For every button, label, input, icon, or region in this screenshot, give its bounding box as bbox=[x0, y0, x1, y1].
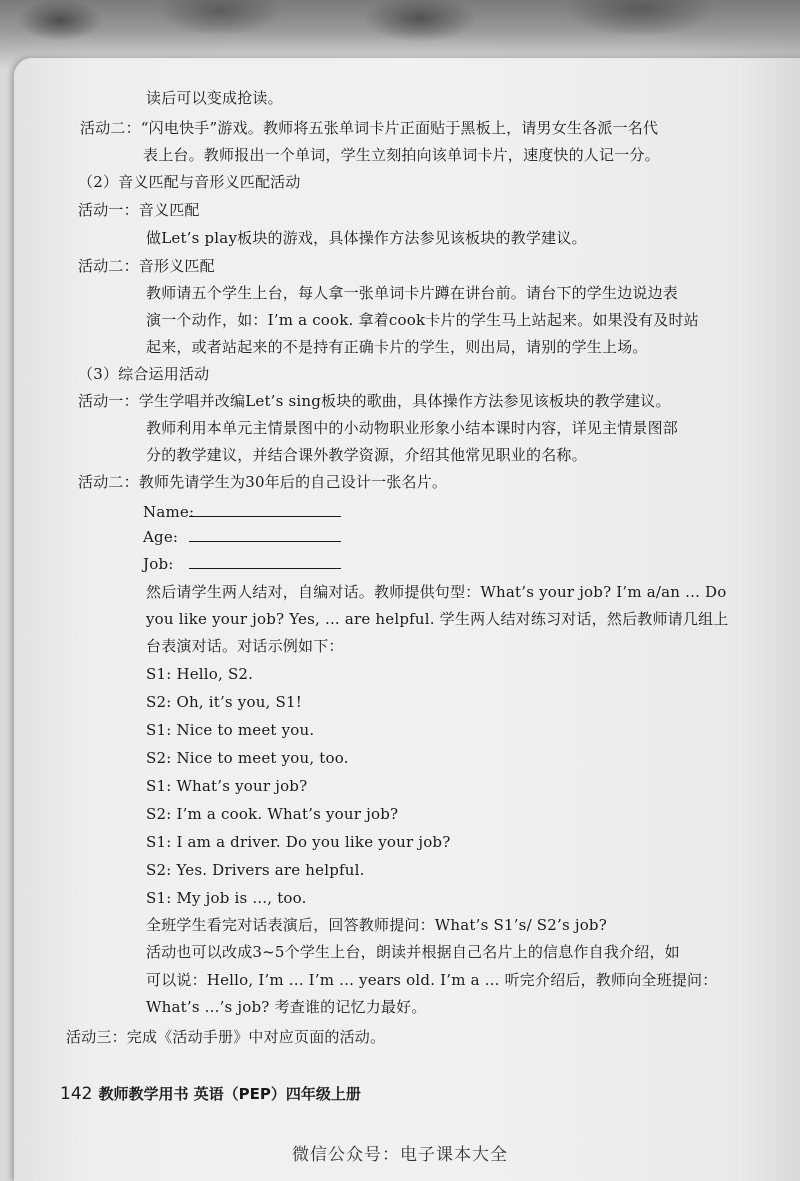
text-line: 活动二：教师先请学生为30年后的自己设计一张名片。 bbox=[78, 473, 448, 491]
text-line: What’s ...’s job? 考查谁的记忆力最好。 bbox=[146, 998, 427, 1016]
dialogue-line: S2: Oh, it’s you, S1! bbox=[146, 693, 302, 711]
text-line: you like your job? Yes, ... are helpful. 学生两人结对练习对话，然后教师请几组上 bbox=[146, 610, 729, 628]
page-number: 142 bbox=[60, 1084, 93, 1104]
text-line: 活动也可以改成3~5个学生上台，朗读并根据自己名片上的信息作自我介绍，如 bbox=[146, 943, 680, 961]
text-line: 起来，或者站起来的不是持有正确卡片的学生，则出局，请别的学生上场。 bbox=[146, 338, 648, 356]
text-line: 教师利用本单元主情景图中的小动物职业形象小结本课时内容，详见主情景图部 bbox=[146, 419, 679, 437]
text-line: 读后可以变成抢读。 bbox=[146, 89, 283, 107]
card-field-age bbox=[143, 527, 341, 547]
section-heading: （2）音义匹配与音形义匹配活动 bbox=[78, 173, 301, 191]
text-line: 演一个动作，如：I’m a cook. 拿着cook卡片的学生马上站起来。如果没有及时站 bbox=[146, 311, 699, 329]
text-line: 台表演对话。对话示例如下： bbox=[146, 637, 344, 655]
text-line: 然后请学生两人结对，自编对话。教师提供句型：What’s your job? I’m a/an ... Do bbox=[146, 583, 727, 601]
dialogue-line: S2: Yes. Drivers are helpful. bbox=[146, 861, 365, 879]
activity-heading: 活动二：音形义匹配 bbox=[78, 257, 215, 275]
text-line: 全班学生看完对话表演后，回答教师提问：What’s S1’s/ S2’s job? bbox=[146, 916, 607, 934]
text-line: 分的教学建议，并结合课外教学资源，介绍其他常见职业的名称。 bbox=[146, 446, 587, 464]
dialogue-line: S1: Hello, S2. bbox=[146, 665, 254, 683]
card-field-label: Job: bbox=[143, 555, 174, 573]
text-line: 表上台。教师报出一个单词，学生立刻拍向该单词卡片，速度快的人记一分。 bbox=[143, 146, 660, 164]
dialogue-line: S1: My job is ..., too. bbox=[146, 889, 307, 907]
card-field-blank bbox=[189, 540, 341, 542]
dialogue-line: S2: I’m a cook. What’s your job? bbox=[146, 805, 399, 823]
text-line: 活动一：学生学唱并改编Let’s sing板块的歌曲，具体操作方法参见该板块的教学建议。 bbox=[78, 392, 671, 410]
card-field-job bbox=[143, 554, 341, 574]
card-field-blank bbox=[189, 567, 341, 569]
text-line: 活动二：“闪电快手”游戏。教师将五张单词卡片正面贴于黑板上，请男女生各派一名代 bbox=[80, 119, 659, 137]
text-line: 做Let’s play板块的游戏，具体操作方法参见该板块的教学建议。 bbox=[146, 229, 587, 247]
card-field-name bbox=[143, 502, 341, 522]
card-field-label: Name: bbox=[143, 503, 195, 521]
dialogue-line: S2: Nice to meet you, too. bbox=[146, 749, 349, 767]
dialogue-line: S1: Nice to meet you. bbox=[146, 721, 315, 739]
card-field-label: Age: bbox=[143, 528, 179, 546]
watermark-text: 微信公众号：电子课本大全 bbox=[292, 1145, 508, 1165]
dialogue-line: S1: What’s your job? bbox=[146, 777, 308, 795]
dialogue-line: S1: I am a driver. Do you like your job? bbox=[146, 833, 451, 851]
book-title: 教师教学用书 英语（PEP）四年级上册 bbox=[98, 1085, 361, 1103]
activity-heading: 活动三：完成《活动手册》中对应页面的活动。 bbox=[66, 1028, 386, 1046]
text-line: 可以说：Hello, I’m ... I’m ... years old. I’m a ... 听完介绍后，教师向全班提问： bbox=[146, 971, 718, 989]
page-footer bbox=[60, 1084, 361, 1104]
card-field-blank bbox=[189, 515, 341, 517]
text-line: 教师请五个学生上台，每人拿一张单词卡片蹲在讲台前。请台下的学生边说边表 bbox=[146, 284, 679, 302]
activity-heading: 活动一：音义匹配 bbox=[78, 201, 200, 219]
section-heading: （3）综合运用活动 bbox=[78, 365, 210, 383]
